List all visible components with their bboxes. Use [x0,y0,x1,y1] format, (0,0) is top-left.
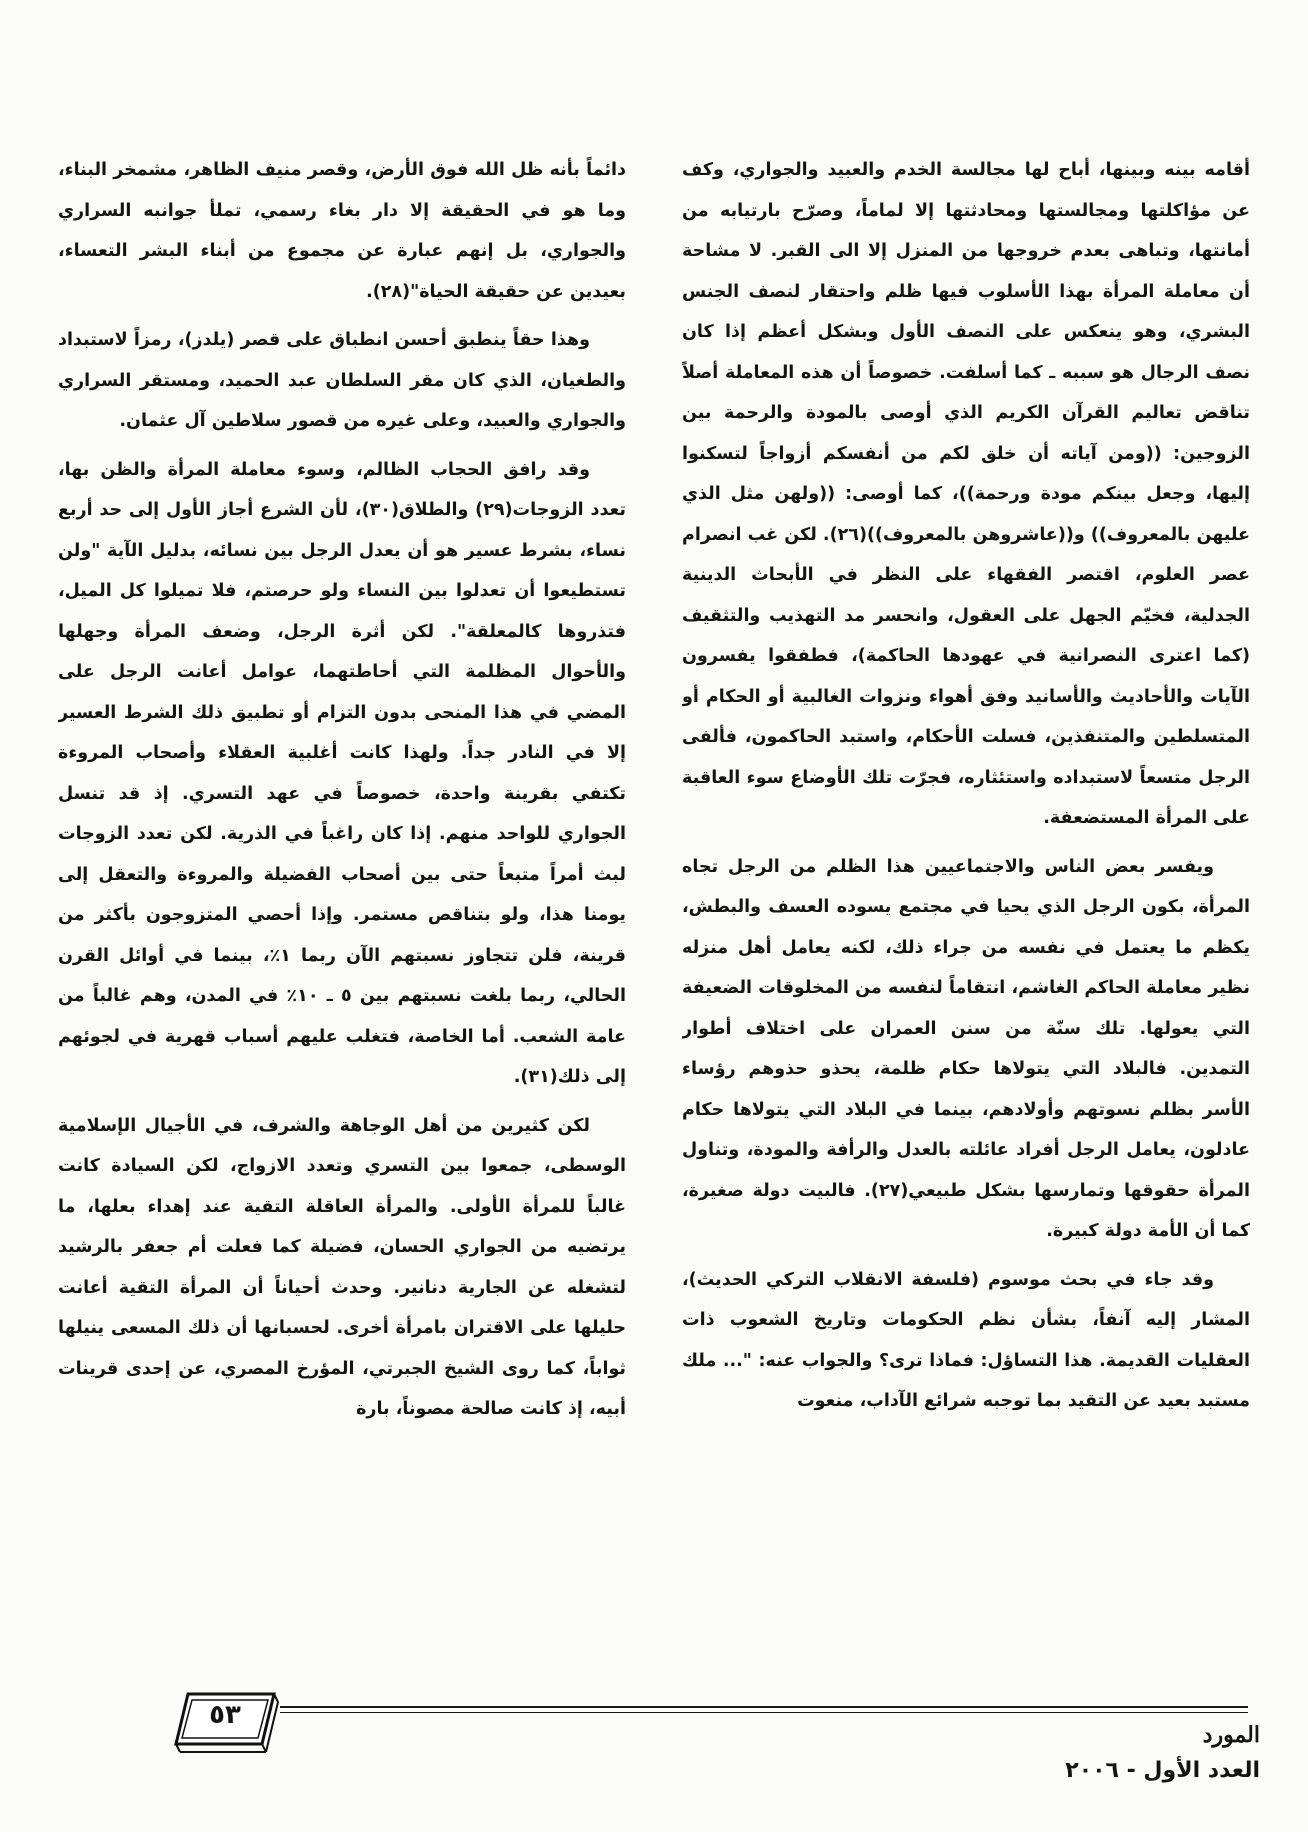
left-paragraph: وقد رافق الحجاب الظالم، وسوء معاملة المرأة والظن بها، تعدد الزوجات(٢٩) والطلاق(٣٠)، لأن الشرع أجاز الأول إلى حد أربع نساء، بشرط عسير هو أن يعدل الرجل بين نسائه، بدليل الآية "ولن تستطيعوا أن تعدلوا بين النساء ولو حرصتم، فلا تميلوا كل الميل، فتذروها كالمعلقة". لكن أثرة الرجل، وضعف المرأة وجهلها والأحوال المظلمة التي أحاطتهما، عوامل أعانت الرجل على المضي في هذا المنحى بدون التزام أو تطبيق ذلك الشرط العسير إلا في النادر جداً. ولهذا كانت أغلبية العقلاء وأصحاب المروءة تكتفي بقرينة واحدة، خصوصاً في عهد التسري. إذ قد تنسل الجواري للواحد منهم. إذا كان راغباً في الذرية. لكن تعدد الزوجات لبث أمراً متبعاً حتى بين أصحاب الفضيلة والمروءة والتعقل إلى يومنا هذا، ولو بتناقص مستمر. وإذا أحصي المتزوجون بأكثر من قرينة، فلن تتجاوز نسبتهم الآن ربما ١٪، بينما في أوائل القرن الحالي، ربما بلغت نسبتهم بين ٥ ـ ١٠٪ في المدن، وهم غالباً من عامة الشعب. أما الخاصة، فتغلب عليهم أسباب قهرية في لجوئهم إلى ذلك(٣١). [58,459,626,1087]
footer-divider [280,1706,1248,1713]
issue-label: العدد الأول - ٢٠٠٦ [1065,1758,1260,1783]
text-columns [58,150,1250,1640]
left-paragraph: لكن كثيرين من أهل الوجاهة والشرف، في الأجيال الإسلامية الوسطى، جمعوا بين التسري وتعدد الازواج، لكن السيادة كانت غالباً للمرأة الأولى. والمرأة العاقلة التقية عند إهداء بعلها، ما يرتضيه من الجواري الحسان، فضيلة كما فعلت أم جعفر بالرشيد لتشغله عن الجارية دنانير. وحدث أحياناً أن المرأة التقية أعانت حليلها على الاقتران بامرأة أخرى. لحسبانها أن ذلك المسعى ينيلها ثواباً، كما روى الشيخ الجبرتي، المؤرخ المصري، عن إحدى قرينات أبيه، إذ كانت صالحة مصوناً، بارة [58,1115,626,1419]
page-footer [150,1688,1260,1808]
right-paragraph: ويفسر بعض الناس والاجتماعيين هذا الظلم من الرجل تجاه المرأة، بكون الرجل الذي يحيا في مجتمع يسوده العسف والبطش، يكظم ما يعتمل في نفسه من جراء ذلك، لكنه يعامل أهل منزله نظير معاملة الحاكم الغاشم، انتقاماً لنفسه من المخلوقات الضعيفة التي يعولها. تلك سنّة من سنن العمران على اختلاف أطوار التمدين. فالبلاد التي يتولاها حكام ظلمة، يحذو حذوهم رؤساء الأسر بظلم نسوتهم وأولادهم، بينما في البلاد التي يتولاها حكام عادلون، يعامل الرجل أفراد عائلته بالعدل والرأفة والمودة، وتناول المرأة حقوقها وتمارسها بشكل طبيعي(٢٧). فالبيت دولة صغيرة، كما أن الأمة دولة كبيرة. [682,856,1250,1241]
left-column [58,150,626,1640]
left-paragraph: وهذا حقاً ينطبق أحسن انطباق على قصر (يلدز)، رمزاً لاستبداد والطغيان، الذي كان مقر السلطان عبد الحميد، ومستقر السراري والجواري والعبيد، وعلى غيره من قصور سلاطين آل عثمان. [58,330,626,431]
right-paragraph: وقد جاء في بحث موسوم (فلسفة الانقلاب التركي الحديث)، المشار إليه آنفاً، بشأن نظم الحكومات وتاريخ الشعوب ذات العقليات القديمة. هذا التساؤل: فماذا ترى؟ والجواب عنه: "... ملك مستبد بعيد عن التقيد بما توجبه شرائع الآداب، منعوت [682,1269,1250,1411]
magazine-name: المورد [1202,1722,1260,1748]
right-column [682,150,1250,1640]
page-number: ٥٣ [209,1700,241,1730]
left-paragraph: دائماً بأنه ظل الله فوق الأرض، وقصر منيف الظاهر، مشمخر البناء، وما هو في الحقيقة إلا دار بغاء رسمي، تملأ جوانبه السراري والجواري، بل إنهم عبارة عن مجموع من أبناء البشر التعساء، بعيدين عن حقيقة الحياة"(٢٨). [58,160,626,302]
right-paragraph: أقامه بينه وبينها، أباح لها مجالسة الخدم والعبيد والجواري، وكف عن مؤاكلتها ومجالستها ومحادثتها إلا لماماً، وصرّح بارتيابه من أمانتها، وتباهى بعدم خروجها من المنزل إلا الى القبر. لا مشاحة أن معاملة المرأة بهذا الأسلوب فيها ظلم واحتقار لنصف الجنس البشري، وهو ينعكس على النصف الأول وبشكل أعظم إذا كان نصف الرجال هو سببه ـ كما أسلفت. خصوصاً أن هذه المعاملة أصلاً تناقض تعاليم القرآن الكريم الذي أوصى بالمودة والرحمة بين الزوجين: ((ومن آياته أن خلق لكم من أنفسكم أزواجاً لتسكنوا إليها، وجعل بينكم مودة ورحمة))، كما أوصى: ((ولهن مثل الذي عليهن بالمعروف)) و((عاشروهن بالمعروف))(٢٦). لكن غب انصرام عصر العلوم، اقتصر الفقهاء على النظر في الأبحاث الدينية الجدلية، فخيّم الجهل على العقول، وانحسر مد التهذيب والتثقيف (كما اعترى النصرانية في عهودها الحاكمة)، فطفقوا يفسرون الآيات والأحاديث والأسانيد وفق أهواء ونزوات الغالبية أو الحكام أو المتسلطين والمتنفذين، فسلت الأحكام، واستبد الحاكمون، فألفى الرجل متسعاً لاستبداده واستئثاره، فجرّت تلك الأوضاع سوء العاقبة على المرأة المستضعفة. [682,160,1250,828]
